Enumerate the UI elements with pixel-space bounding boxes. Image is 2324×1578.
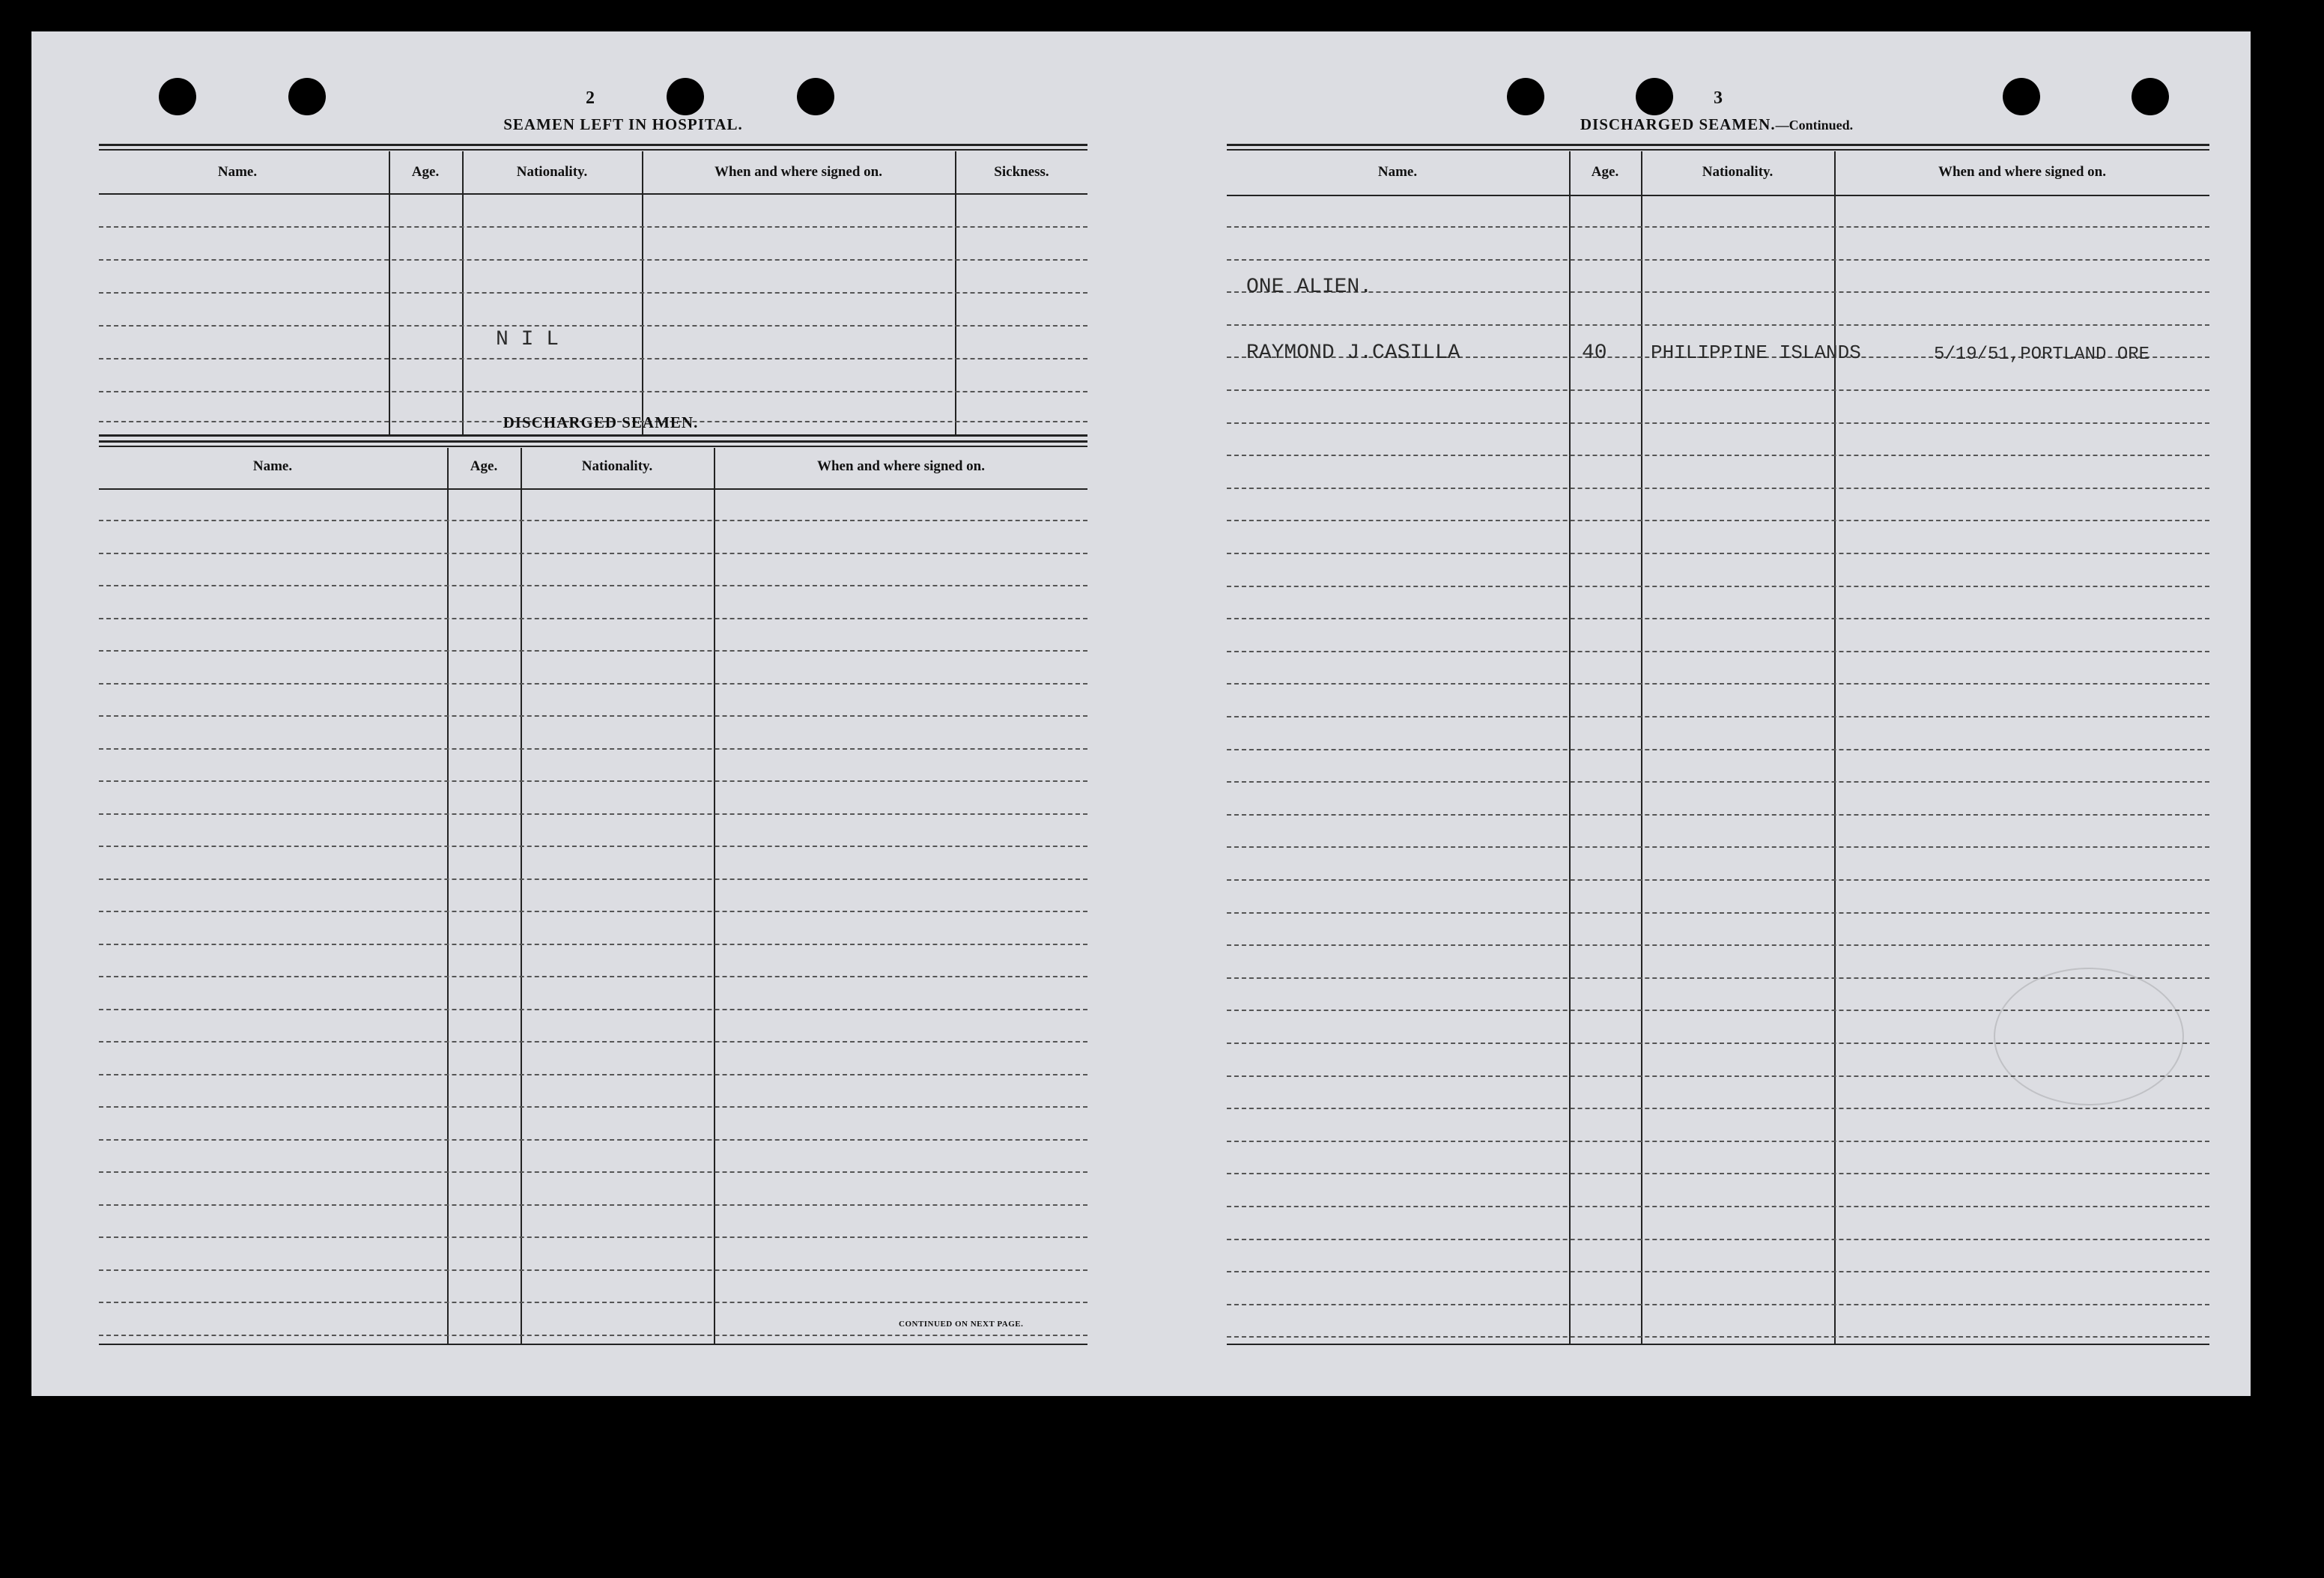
ruled-line (1227, 1141, 2209, 1142)
left-page-number: 2 (586, 88, 595, 108)
ruled-line (99, 944, 1087, 945)
continued-footnote: CONTINUED ON NEXT PAGE. (899, 1320, 1024, 1329)
hospital-ruled-line (99, 226, 1087, 228)
hospital-header-rule (99, 193, 1087, 195)
ruled-line (1227, 1336, 2209, 1338)
right-col-divider (1641, 151, 1642, 1344)
punch-hole (667, 78, 704, 115)
ruled-line (1227, 618, 2209, 619)
ruled-line (1227, 683, 2209, 685)
hospital-header-signed-on: When and where signed on. (714, 164, 882, 180)
seaman-name: RAYMOND J.CASILLA (1246, 342, 1460, 365)
ruled-line (99, 1335, 1087, 1336)
right-top-rule (1227, 144, 2209, 146)
ruled-line (99, 1236, 1087, 1238)
ruled-line (1227, 389, 2209, 391)
discharged-header-nationality: Nationality. (581, 458, 653, 474)
hospital-bottom-rule (99, 434, 1087, 437)
hospital-ruled-line (99, 325, 1087, 327)
right-header-nationality: Nationality. (1702, 164, 1774, 180)
hospital-header-sickness: Sickness. (994, 164, 1049, 180)
ruled-line (99, 1139, 1087, 1141)
ruled-line (99, 1269, 1087, 1271)
alien-note: ONE ALIEN. (1246, 276, 1373, 299)
punch-hole (288, 78, 326, 115)
discharged-header-age: Age. (470, 458, 498, 474)
ruled-line (1227, 1271, 2209, 1272)
right-header-name: Name. (1377, 164, 1418, 180)
hospital-section-title: SEAMEN LEFT IN HOSPITAL. (503, 115, 743, 133)
hospital-nil-entry: N I L (496, 328, 559, 351)
ruled-line (99, 1171, 1087, 1173)
ruled-line (1227, 749, 2209, 750)
ruled-line (99, 813, 1087, 815)
ruled-line (99, 878, 1087, 880)
ruled-line (1227, 1173, 2209, 1174)
hospital-ruled-line (99, 259, 1087, 261)
ruled-line (99, 715, 1087, 717)
ruled-line (1227, 651, 2209, 652)
hospital-ruled-line (99, 292, 1087, 294)
ruled-line (99, 585, 1087, 586)
faded-stamp (1994, 968, 2184, 1105)
ruled-line (1227, 226, 2209, 228)
ruled-line (1227, 716, 2209, 717)
ruled-line (1227, 422, 2209, 424)
ruled-line (99, 976, 1087, 977)
punch-hole (2003, 78, 2040, 115)
ruled-line (99, 911, 1087, 912)
right-page-number: 3 (1714, 88, 1723, 108)
ruled-line (99, 520, 1087, 521)
hospital-header-name: Name. (217, 164, 258, 180)
discharged-col-divider (521, 448, 522, 1344)
ruled-line (99, 748, 1087, 750)
right-col-divider (1569, 151, 1571, 1344)
right-col-divider (1834, 151, 1836, 1344)
hospital-top-rule (99, 144, 1087, 146)
punch-hole (1507, 78, 1544, 115)
punch-hole (2132, 78, 2169, 115)
ruled-line (1227, 814, 2209, 816)
ruled-line (99, 1009, 1087, 1010)
right-title-suffix: —Continued. (1775, 118, 1854, 133)
right-section-title (1514, 115, 1919, 134)
right-title-main: DISCHARGED SEAMEN. (1580, 115, 1776, 133)
discharged-col-divider (714, 448, 715, 1344)
ruled-line (1227, 944, 2209, 946)
ruled-line (99, 1041, 1087, 1043)
ruled-line (99, 1204, 1087, 1206)
ruled-line (99, 683, 1087, 685)
ruled-line (1227, 259, 2209, 261)
discharged-bottom-rule (99, 1344, 1087, 1345)
discharged-top-rule (99, 440, 1087, 443)
discharged-header-signed-on: When and where signed on. (816, 458, 985, 474)
ruled-line (1227, 520, 2209, 521)
ruled-line (1227, 586, 2209, 587)
ruled-line (1227, 1108, 2209, 1109)
right-header-age: Age. (1591, 164, 1619, 180)
seaman-age: 40 (1582, 342, 1607, 365)
punch-hole (159, 78, 196, 115)
ruled-line (99, 846, 1087, 847)
ruled-line (1227, 1304, 2209, 1305)
discharged-top-rule-2 (99, 446, 1087, 447)
ruled-line (1227, 291, 2209, 293)
ruled-line (99, 780, 1087, 782)
punch-hole (1636, 78, 1673, 115)
ruled-line (1227, 1206, 2209, 1207)
ruled-line (99, 1302, 1087, 1303)
discharged-header-rule (99, 488, 1087, 490)
ruled-line (1227, 846, 2209, 848)
hospital-top-rule-2 (99, 149, 1087, 151)
ruled-line (1227, 488, 2209, 489)
ruled-line (99, 1074, 1087, 1075)
ruled-line (1227, 324, 2209, 326)
discharged-section-title: DISCHARGED SEAMEN. (503, 413, 699, 431)
hospital-header-nationality: Nationality. (516, 164, 588, 180)
ruled-line (1227, 455, 2209, 456)
right-header-signed-on: When and where signed on. (1938, 164, 2106, 180)
discharged-header-name: Name. (252, 458, 293, 474)
ruled-line (1227, 553, 2209, 554)
ruled-line (1227, 879, 2209, 881)
punch-hole (797, 78, 834, 115)
ruled-line (99, 650, 1087, 652)
right-bottom-rule (1227, 1344, 2209, 1345)
document-sheet (31, 31, 2251, 1396)
discharged-col-divider (447, 448, 449, 1344)
hospital-header-age: Age. (411, 164, 440, 180)
hospital-ruled-line (99, 358, 1087, 359)
seaman-nationality: PHILIPPINE ISLANDS (1651, 342, 1861, 364)
ruled-line (1227, 912, 2209, 914)
hospital-ruled-line (99, 391, 1087, 392)
ruled-line (1227, 781, 2209, 783)
ruled-line (99, 1106, 1087, 1108)
ruled-line (99, 618, 1087, 619)
ruled-line (1227, 1239, 2209, 1240)
seaman-signed-on: 5/19/51,PORTLAND ORE (1934, 345, 2150, 365)
ruled-line (99, 553, 1087, 554)
right-header-rule (1227, 195, 2209, 196)
right-top-rule-2 (1227, 149, 2209, 151)
